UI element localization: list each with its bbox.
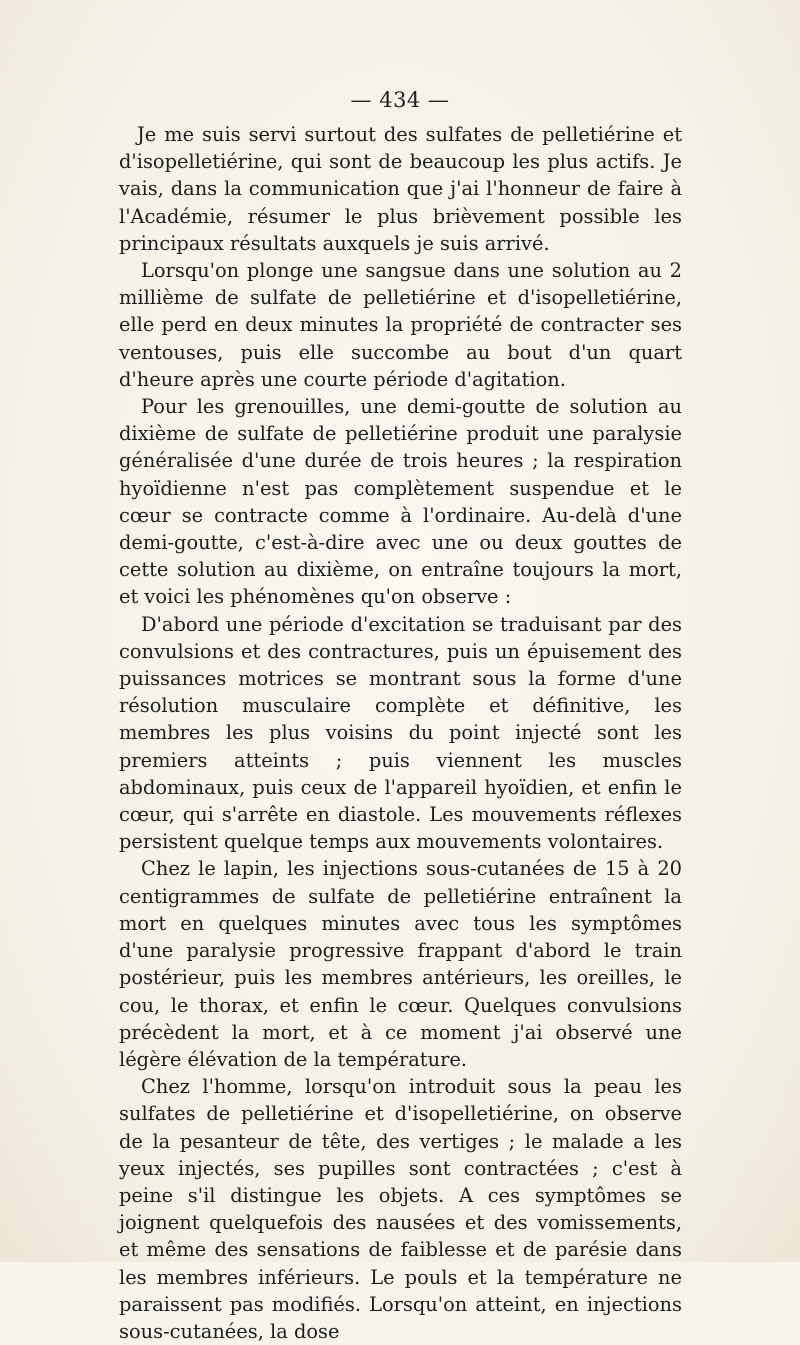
page-number: — 434 —: [350, 88, 450, 112]
paragraph-3: Pour les grenouilles, une demi-goutte de solution au dixième de sulfate de pelletiérine produit une paralysie généralisée d'une durée de trois heures ; la respiration hyoïdienne n'est pas complètement suspendue et le cœur se contracte comme à l'ordinaire. Au-delà d'une demi-goutte, c'est-à-dire avec une ou deux gouttes de cette solution au dixième, on entraîne toujours la mort, et voici les phénomènes qu'on observe :: [119, 395, 682, 609]
paragraph-1: Je me suis servi surtout des sulfates de pelletiérine et d'isopelletiérine, qui sont de beaucoup les plus actifs. Je vais, dans la communication que j'ai l'honneur de faire à l'Académie, résumer le plus brièvement possible les principaux résultats auxquels je suis arrivé.: [119, 123, 682, 255]
paragraph-6: Chez l'homme, lorsqu'on introduit sous la peau les sulfates de pelletiérine et d'isopelletiérine, on observe de la pesanteur de tête, des vertiges ; le malade a les yeux injectés, ses pupilles sont contractées ; c'est à peine s'il distingue les objets. A ces symptômes se joignent quelquefois des nausées et des vomissements, et même des sensations de faiblesse et de parésie dans les membres inférieurs. Le pouls et la température ne paraissent pas modifiés. Lorsqu'on atteint, en injections sous-cutanées, la dose: [119, 1075, 682, 1343]
paragraph-4: D'abord une période d'excitation se traduisant par des convulsions et des contractures, puis un épuisement des puissances motrices se montrant sous la forme d'une résolution musculaire complète et définitive, les membres les plus voisins du point injecté sont les premiers atteints ; puis viennent les muscles abdominaux, puis ceux de l'appareil hyoïdien, et enfin le cœur, qui s'arrête en diastole. Les mouvements réflexes persistent quelque temps aux mouvements volontaires.: [119, 612, 682, 854]
paragraph-2: Lorsqu'on plonge une sangsue dans une solution au 2 millième de sulfate de pelletiérine et d'isopelletiérine, elle perd en deux minutes la propriété de contracter ses ventouses, puis elle succombe au bout d'un quart d'heure après une courte période d'agitation.: [119, 259, 682, 391]
body-text: [119, 121, 682, 1345]
paragraph-5: Chez le lapin, les injections sous-cutanées de 15 à 20 centigrammes de sulfate de pelletiérine entraînent la mort en quelques minutes avec tous les symptômes d'une paralysie progressive frappant d'abord le train postérieur, puis les membres antérieurs, les oreilles, le cou, le thorax, et enfin le cœur. Quelques convulsions précèdent la mort, et à ce moment j'ai observé une légère élévation de la température.: [119, 857, 682, 1071]
